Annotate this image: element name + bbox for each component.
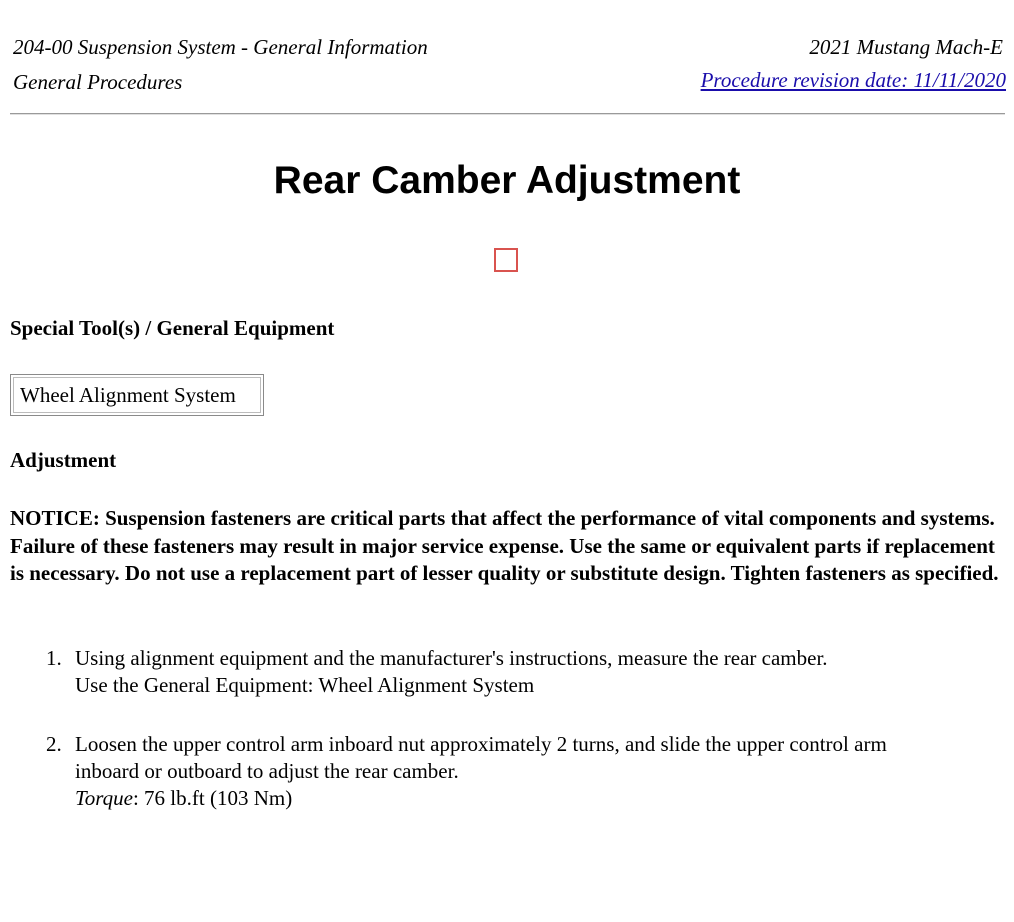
step-equipment-line: Use the General Equipment: Wheel Alignment System	[75, 673, 535, 697]
step-body	[75, 645, 975, 699]
revision-date-link[interactable]: Procedure revision date: 11/11/2020	[700, 68, 1006, 92]
page-header	[0, 0, 1014, 116]
broken-image-icon[interactable]	[494, 248, 518, 272]
step-text-line: Loosen the upper control arm inboard nut approximately 2 turns, and slide the upper control arm	[75, 732, 887, 756]
torque-label: Torque	[75, 786, 133, 810]
header-vehicle: 2021 Mustang Mach-E	[809, 35, 1003, 59]
notice-text: NOTICE: Suspension fasteners are critical parts that affect the performance of vital components and systems. Failure of these fasteners may result in major service expense. Use the same or equivalent parts if replacement is necessary. Do not use a replacement part of lesser quality or substitute design. Tighten fasteners as specified.	[10, 506, 999, 585]
special-tools-heading: Special Tool(s) / General Equipment	[10, 316, 335, 340]
page-title: Rear Camber Adjustment	[273, 159, 741, 202]
step-body	[75, 731, 975, 812]
torque-spec	[75, 785, 975, 812]
special-tools-table	[10, 374, 264, 416]
step-number: 2.	[46, 732, 62, 756]
header-section: 204-00 Suspension System - General Information	[13, 35, 428, 59]
step-text-line: Using alignment equipment and the manufacturer's instructions, measure the rear camber.	[75, 646, 828, 670]
step-text-line: inboard or outboard to adjust the rear camber.	[75, 759, 459, 783]
tool-item-wheel-alignment-system: Wheel Alignment System	[13, 377, 261, 413]
step-number: 1.	[46, 646, 62, 670]
adjustment-heading: Adjustment	[10, 448, 117, 472]
torque-value: : 76 lb.ft (103 Nm)	[132, 786, 293, 810]
header-divider	[10, 113, 1005, 115]
header-category: General Procedures	[13, 70, 183, 94]
